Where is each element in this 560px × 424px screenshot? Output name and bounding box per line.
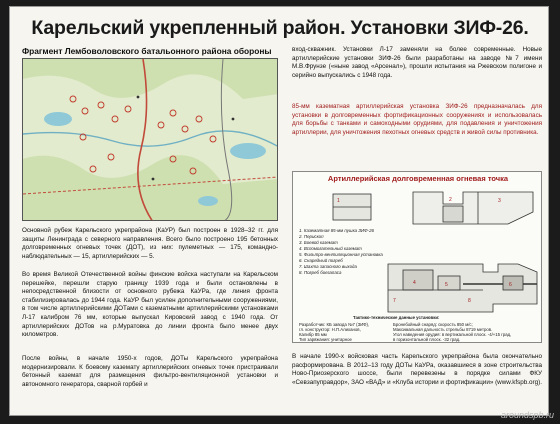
marker-4: 4	[413, 280, 416, 286]
paragraph-postwar: После войны, в начале 1950-х годов, ДОТы Карельского укрепрайона модернизировали. К боевому каземату артиллерийских огневых точек пристраивали бетонный каземат для размещения фильтро-вентиляционной установки и автономного генератора, сварной горбей и	[22, 355, 278, 388]
marker-8: 8	[468, 298, 471, 304]
paragraph-zif26: 85-мм казематная артиллерийская установка ЗИФ-26 предназначалась для установки в долговременных фортификационных сооружениях и использовалась для борьбы с танками и самоходными орудиями, для подавления и уничтожения артиллерии, для уничтожения пехотных огневых средств и живой силы противника.	[292, 103, 542, 136]
legend-item: 5. Фильтро-вентиляционная установка	[299, 252, 383, 257]
page-title: Карельский укрепленный район. Установки ЗИФ-26.	[31, 17, 529, 39]
spec-line: Тип заряжания: унитарное	[299, 337, 352, 342]
spec-line: гл. конструктор: Н.П.Алиханов,	[299, 327, 361, 332]
map-caption: Фрагмент Лембоволовского батальонного района обороны	[22, 46, 272, 56]
legend-item: 7. Шахта запасного выхода	[299, 264, 357, 269]
paragraph-war: Во время Великой Отечественной войны финские войска наступали на Карельском перешейке, перешли старую границу 1939 года и были остановлены в непосредственной близости от основного рубежа КаУРа, где линия фронта стабилизировалась до 1944 года. КаУР был усилен дополнительными сооружениями, в том числе артиллерийскими ДОТами с казематными артиллерийскими установками Л-17 калибром 76 мм, которые выпускал Кировский завод с 1940 года. От артиллерийских ДОТов на р.Муратовка до линии фронта было менее двух километров.	[22, 271, 278, 339]
map-graphic	[23, 59, 278, 221]
legend-item: 3. Боевой каземат	[299, 240, 338, 245]
marker-3: 3	[498, 198, 501, 204]
marker-6: 6	[509, 282, 512, 288]
marker-7: 7	[393, 298, 396, 304]
info-panel	[9, 6, 549, 416]
marker-1: 1	[337, 198, 340, 204]
defense-map	[22, 58, 278, 221]
paragraph-new-guns: вход-скважник. Установки Л-17 заменяли на более современные. Новые артиллерийские установки ЗИФ-26 были разработаны на заводе №7 имени М.В.Фрунзе («ныне завод «Арсенал»), прошли испытания на Ржевском полигоне и серийно выпускались с 1948 года.	[292, 46, 542, 79]
drawing-title: Артиллерийская долговременная огневая точка	[327, 174, 509, 183]
legend-item: 1. Казематная 85-мм пушка ЗИФ-26	[299, 228, 374, 233]
spec-line: Бронебойный снаряд: скорость 850 м/с;	[393, 322, 473, 327]
legend-item: 6. Снарядный погреб	[299, 258, 343, 263]
legend-item: 2. Перископ	[299, 234, 324, 239]
spec-line: Калибр 85 мм	[299, 332, 327, 337]
watermark: aroundspb.ru	[500, 410, 554, 420]
spec-line: Разработчик: КБ завода №7 (ЗИФ),	[299, 322, 370, 327]
bunker-drawing	[292, 171, 542, 343]
legend-item: 4. Вспомогательный каземат	[299, 246, 362, 251]
marker-2: 2	[449, 197, 452, 203]
spec-line: в горизонтальной плоск. -32 град.	[393, 337, 461, 342]
spec-line: Угол наведения орудия: в вертикальной плоск. -4/+15 град,	[393, 332, 512, 337]
paragraph-disband: В начале 1990-х войсковая часть Карельского укрепрайона была окончательно расформирована. В 2012–13 году ДОТы КаУРа, оказавшиеся в зоне строительства Ново-Приозерского шоссе, были перевезены в порядке силами ФКУ «Севзапуправдор», ЗАО «ВАД» и «Клуба истории и фортификации» (www.kfspb.org).	[292, 353, 542, 386]
paragraph-intro: Основной рубеж Карельского укрепрайона (КаУР) был построен в 1928–32 гг. для защиты Ленинграда с северного направления. Всего было построено 195 бетонных долговременных огневых точек (ДОТ), из них: пулеметных — 175, командно-наблюдательных — 15, артиллерийских — 5.	[22, 227, 278, 260]
spec-line: Максимальная дальность стрельбы 8719 метров.	[393, 327, 493, 332]
legend-item: 8. Погреб боезапаса	[299, 270, 342, 275]
specs-title: Тактико-технические данные установки:	[353, 315, 440, 320]
marker-5: 5	[445, 282, 448, 288]
